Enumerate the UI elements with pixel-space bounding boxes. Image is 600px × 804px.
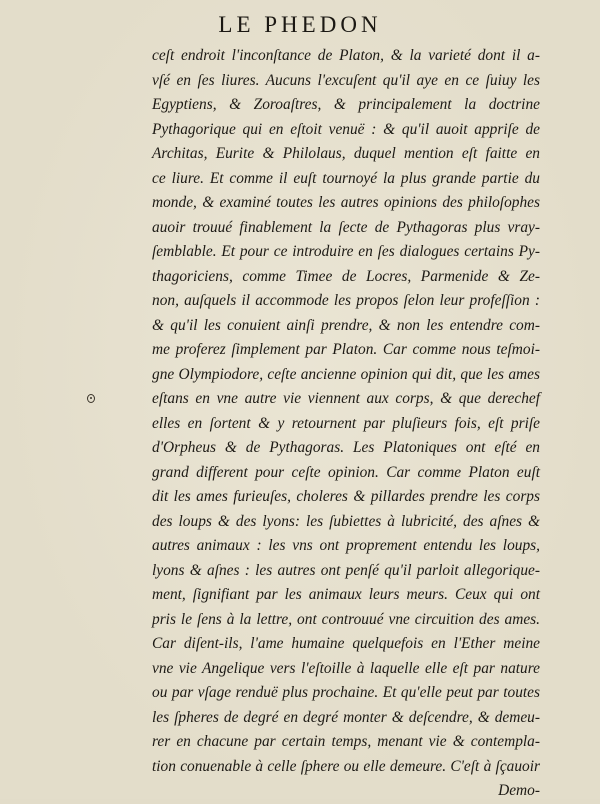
text-line: auoir trouué finablement la ſecte de Pythagoras plus vray- (152, 218, 540, 236)
text-line: les ſpheres de degré en degré monter & deſcendre, & demeu- (152, 708, 540, 726)
text-line: Pythagorique qui en eſtoit venuë : & qu'il auoit appriſe de (152, 120, 540, 138)
text-line: pris le ſens à la lettre, ont controuué vne circuition des ames. (152, 610, 540, 628)
text-line: autres animaux : les vns ont proprement entendu les loups, (152, 537, 540, 554)
text-line: gne Olympiodore, ceſte ancienne opinion qui dit, que les ames (152, 365, 540, 383)
text-line: grand different pour ceſte opinion. Car comme Platon euſt (152, 463, 540, 481)
text-line: monde, & examiné toutes les autres opinions des philoſophes (152, 194, 540, 211)
text-line: Car diſent-ils, l'ame humaine quelquefois en l'Ether meine (152, 635, 540, 652)
text-line: Architas, Eurite & Philolaus, duquel mention eſt faitte en (152, 145, 540, 162)
text-line: thagoriciens, comme Timee de Locres, Parmenide & Ze- (152, 267, 540, 285)
body-text (152, 44, 540, 804)
text-line: me proferez ſimplement par Platon. Car comme nous teſmoi- (152, 341, 540, 358)
text-line: elles en ſortent & y retournent par pluſieurs fois, eſt priſe (152, 414, 540, 432)
text-line: ment, ſignifiant par les animaux leurs meurs. Ceux qui ont (152, 586, 540, 603)
text-line: ou par vſage renduë plus prochaine. Et qu'elle peut par toutes (152, 684, 540, 701)
text-line: vſé en ſes liures. Aucuns l'excuſent qu'il aye en ce ſuiuy les (152, 71, 540, 89)
text-line: vne vie Angelique vers l'eſtoille à laquelle elle eſt par nature (152, 659, 540, 677)
text-line: rer en chacune par certain temps, menant vie & contempla- (152, 733, 540, 750)
text-line: non, auſquels il accommode les propos ſelon leur profeſſion : (152, 292, 540, 309)
text-line: eſtans en vne autre vie viennent aux corps, & que derechef (152, 390, 540, 407)
text-line: ceſt endroit l'inconſtance de Platon, & la varieté dont il a- (152, 47, 540, 64)
text-line: lyons & aſnes : les autres ont penſé qu'il parloit allegorique- (152, 561, 540, 579)
text-line: ſemblable. Et pour ce introduire en ſes dialogues certains Py- (152, 243, 540, 260)
margin-ornament (87, 394, 95, 403)
running-head: LE PHEDON (218, 12, 382, 37)
text-line: ce liure. Et comme il euſt tournoyé la plus grande partie du (152, 169, 540, 187)
text-line: Egyptiens, & Zoroaſtres, & principalement la doctrine (152, 96, 540, 113)
text-line: & qu'il les conuient ainſi prendre, & non les entendre com- (152, 316, 540, 334)
text-line: d'Orpheus & de Pythagoras. Les Platoniques ont eſté en (152, 439, 540, 456)
text-line: des loups & des lyons: les ſubiettes à lubricité, des aſnes & (152, 512, 540, 530)
text-line: dit les ames furieuſes, choleres & pillardes prendre les corps (152, 488, 540, 505)
catchword: Demo- (498, 782, 540, 799)
text-line: tion conuenable à celle ſphere ou elle demeure. C'eſt à ſçauoir (152, 757, 540, 775)
